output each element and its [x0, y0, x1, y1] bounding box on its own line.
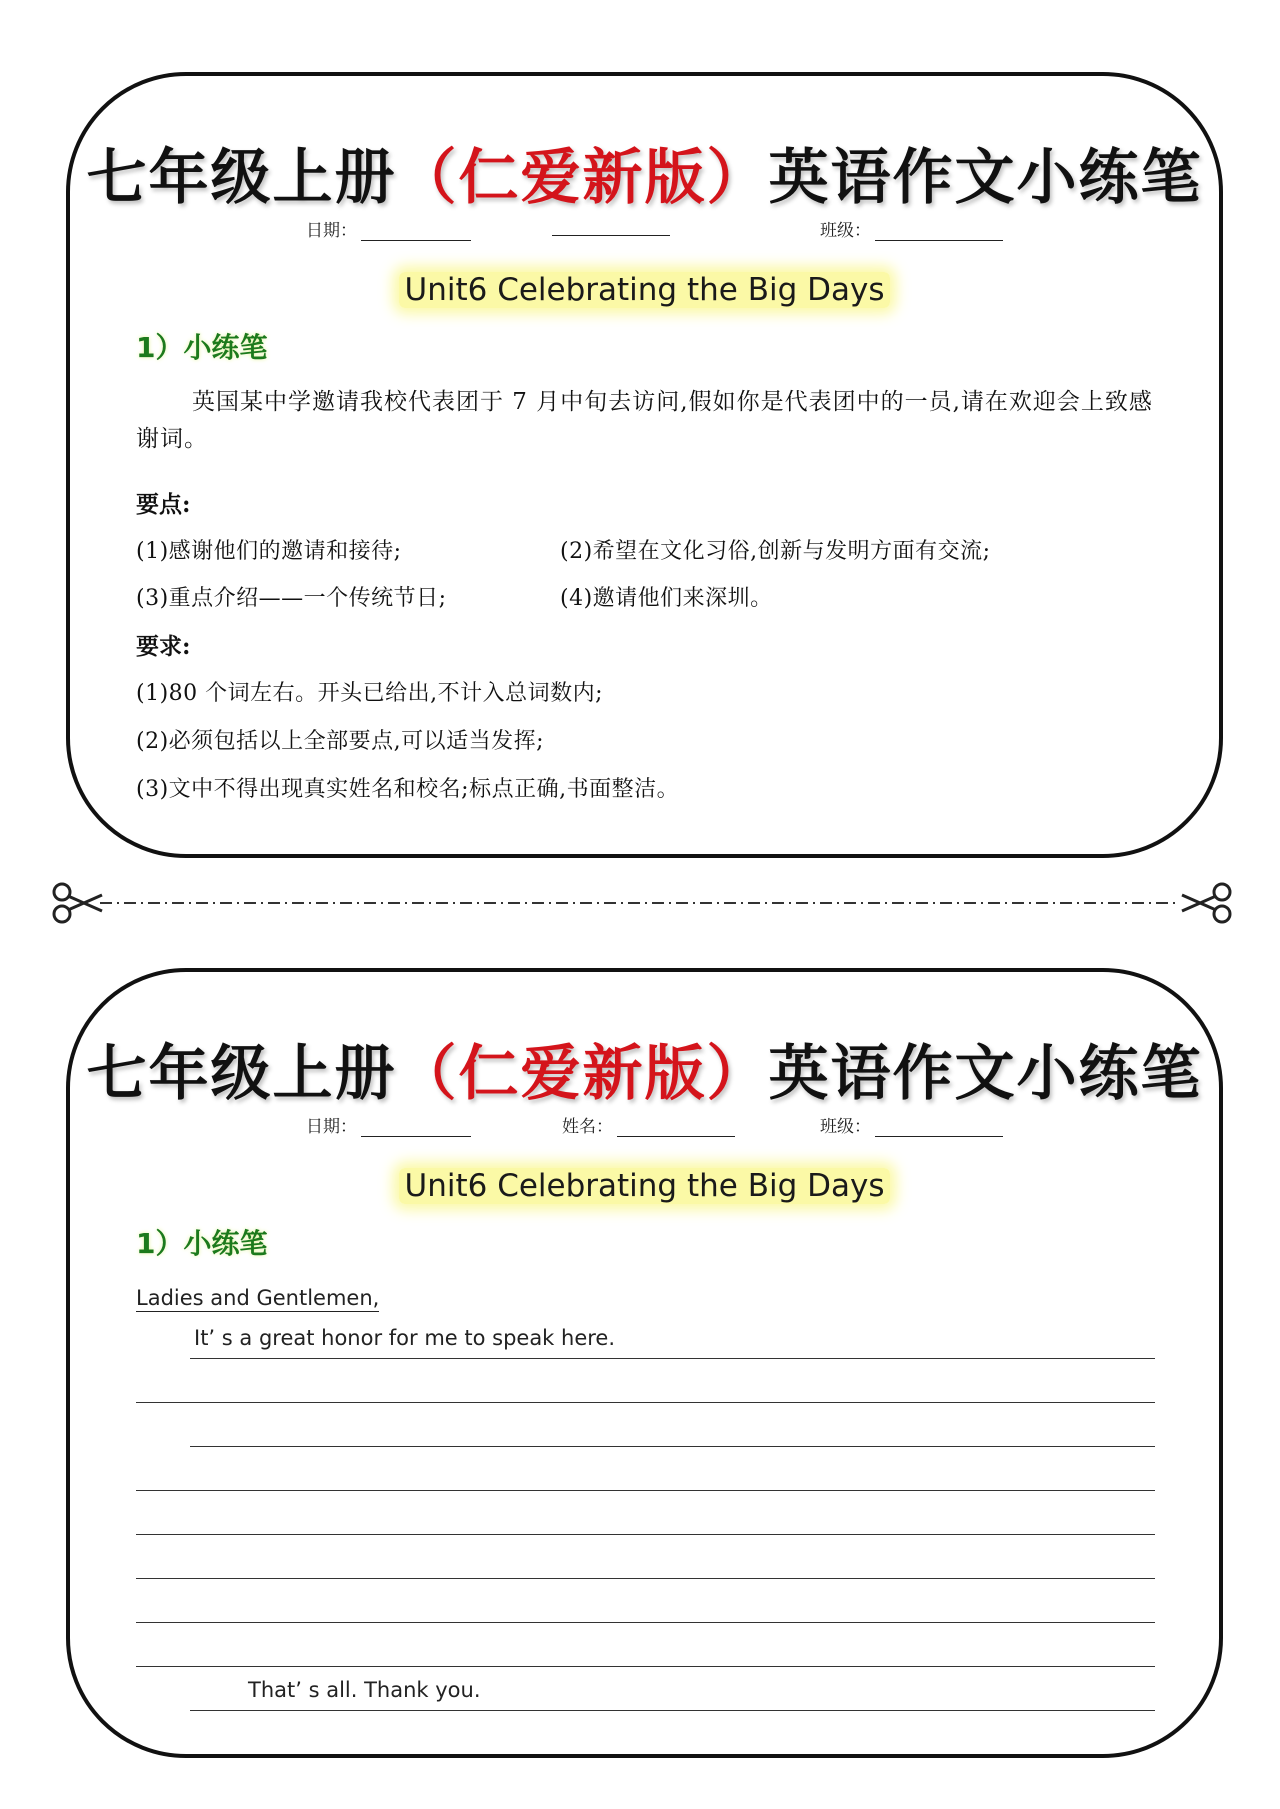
class-label: 班级： [820, 221, 871, 241]
date-blank[interactable] [361, 1118, 471, 1137]
name-blank[interactable] [552, 217, 670, 236]
class-label: 班级： [820, 1117, 871, 1137]
points-label: 要点: [136, 491, 191, 518]
writing-line[interactable] [136, 1622, 1155, 1623]
top-exercise-card [66, 72, 1223, 858]
point-item: (2)希望在文化习俗,创新与发明方面有交流; [560, 539, 991, 564]
class-blank[interactable] [875, 222, 1003, 241]
writing-line[interactable] [136, 1534, 1155, 1535]
date-label: 日期： [306, 221, 357, 241]
meta-fields [70, 1112, 1219, 1142]
writing-line[interactable] [136, 1402, 1155, 1403]
meta-fields [70, 216, 1219, 246]
name-blank[interactable] [617, 1118, 735, 1137]
date-blank[interactable] [361, 222, 471, 241]
name-field[interactable] [562, 1112, 735, 1137]
writing-line[interactable] [136, 1490, 1155, 1491]
writing-line[interactable] [190, 1358, 1155, 1359]
unit-heading [70, 272, 1219, 308]
date-field[interactable] [306, 216, 471, 241]
title-subject: 英语作文小练笔 [768, 1039, 1203, 1109]
scissors-icon [1180, 880, 1234, 926]
requirement-item: (2)必须包括以上全部要点,可以适当发挥; [136, 729, 545, 754]
writing-line[interactable] [136, 1666, 1155, 1667]
class-field[interactable] [820, 1112, 1003, 1137]
page-title [70, 1026, 1219, 1112]
writing-line[interactable] [190, 1446, 1155, 1447]
page-title [70, 130, 1219, 216]
unit-heading [70, 1168, 1219, 1204]
name-label: 姓名： [562, 1117, 613, 1137]
name-field[interactable] [550, 216, 670, 236]
cut-line [50, 880, 1230, 926]
title-grade: 七年级上册 [86, 1039, 397, 1109]
point-item: (3)重点介绍——一个传统节日; [136, 586, 447, 611]
title-edition: （仁爱新版） [396, 143, 769, 213]
scissors-icon [50, 880, 104, 926]
bottom-writing-card [66, 968, 1223, 1758]
greeting-text: Ladies and Gentlemen, [136, 1286, 380, 1310]
prompt-text: 英国某中学邀请我校代表团于 7 月中旬去访问,假如你是代表团中的一员,请在欢迎会上致感谢词。 [136, 389, 1153, 452]
point-item: (4)邀请他们来深圳。 [560, 586, 773, 611]
class-blank[interactable] [875, 1118, 1003, 1137]
writing-line[interactable] [190, 1710, 1155, 1711]
requirement-item: (1)80 个词左右。开头已给出,不计入总词数内; [136, 681, 604, 706]
title-grade: 七年级上册 [86, 143, 397, 213]
point-item: (1)感谢他们的邀请和接待; [136, 539, 402, 564]
unit-title: Unit6 Celebrating the Big Days [399, 272, 891, 308]
class-field[interactable] [820, 216, 1003, 241]
date-field[interactable] [306, 1112, 471, 1137]
title-edition: （仁爱新版） [396, 1039, 769, 1109]
writing-line[interactable] [136, 1578, 1155, 1579]
section-heading: 1）小练笔 [136, 1227, 268, 1260]
date-label: 日期： [306, 1117, 357, 1137]
title-subject: 英语作文小练笔 [768, 143, 1203, 213]
section-heading: 1）小练笔 [136, 331, 268, 364]
unit-title: Unit6 Celebrating the Big Days [399, 1168, 891, 1204]
requirement-item: (3)文中不得出现真实姓名和校名;标点正确,书面整洁。 [136, 777, 680, 802]
requirements-label: 要求: [136, 633, 191, 660]
opening-sentence: It’ s a great honor for me to speak here. [194, 1326, 616, 1350]
closing-sentence: That’ s all. Thank you. [248, 1678, 481, 1702]
